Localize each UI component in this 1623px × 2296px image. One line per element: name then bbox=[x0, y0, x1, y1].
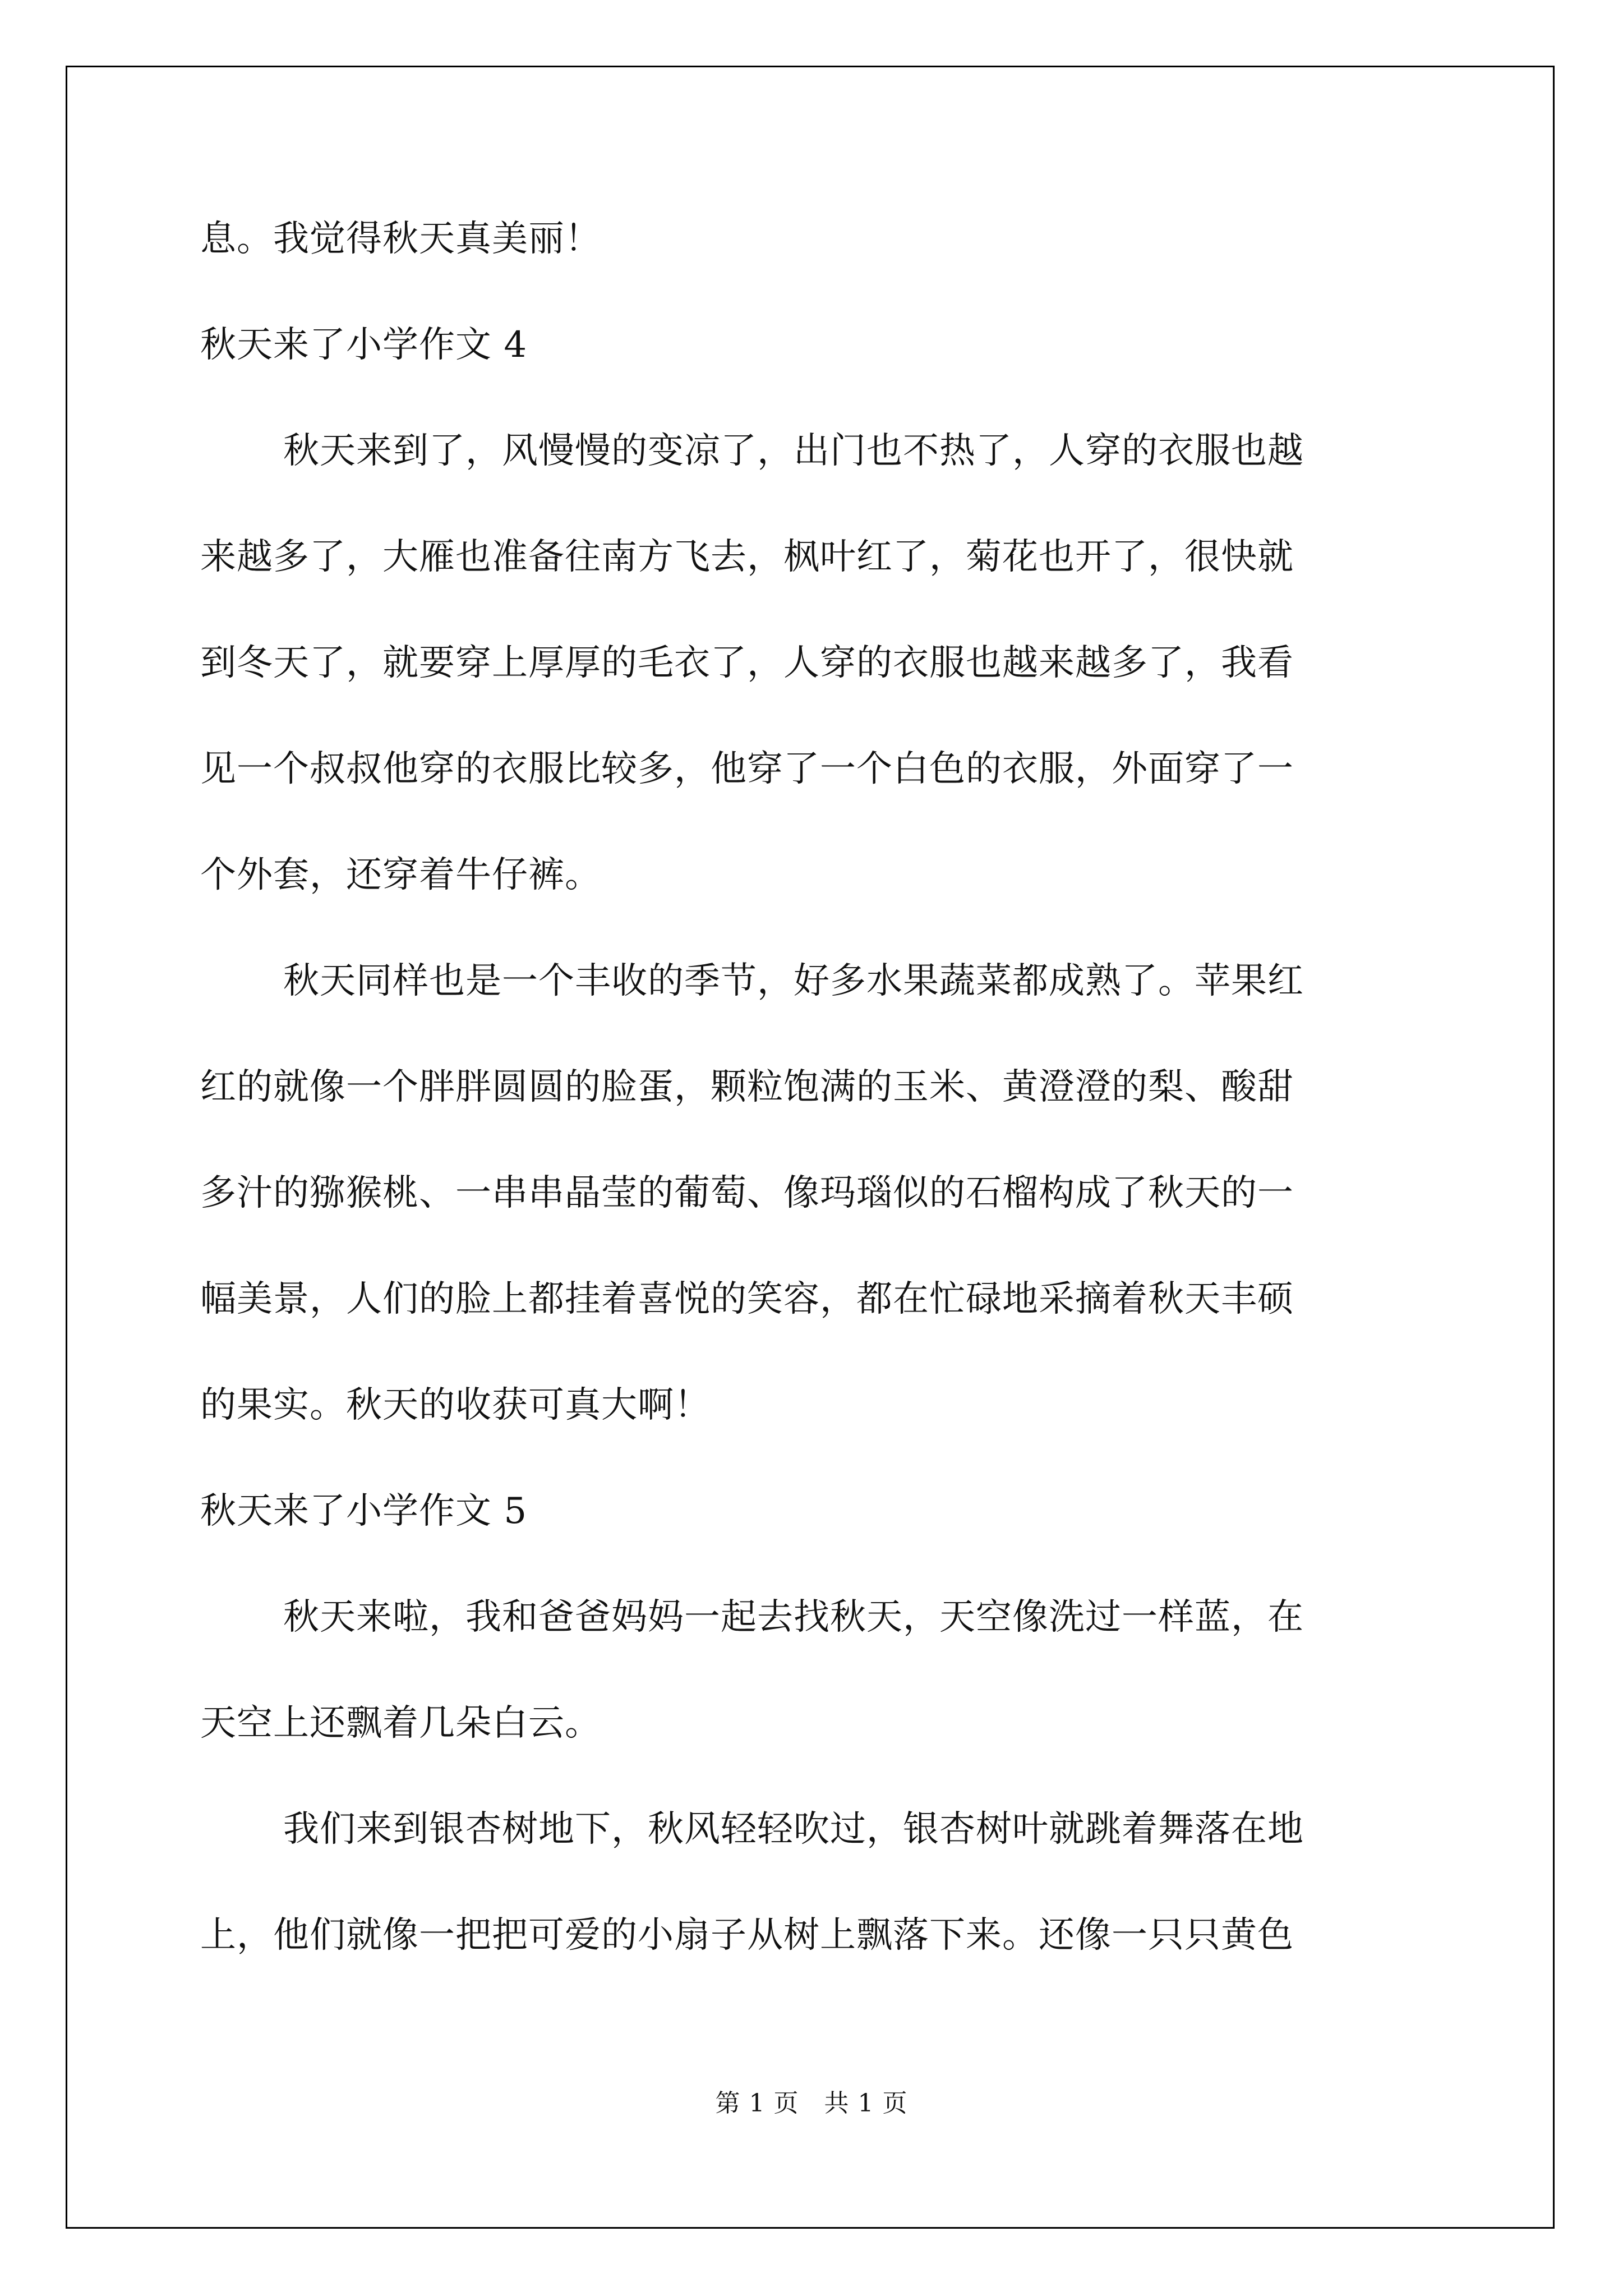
text-line: 息。我觉得秋天真美丽！ bbox=[200, 218, 601, 260]
text-line: 天空上还飘着几朵白云。 bbox=[200, 1703, 601, 1744]
section-heading: 秋天来了小学作文 4 bbox=[200, 324, 528, 366]
text-line: 幅美景，人们的脸上都挂着喜悦的笑容，都在忙碌地采摘着秋天丰硕 bbox=[200, 1278, 1294, 1320]
paragraph-first-line: 秋天来啦，我和爸爸妈妈一起去找秋天，天空像洗过一样蓝，在 bbox=[283, 1596, 1304, 1638]
document-body bbox=[200, 212, 1423, 2014]
text-line: 红的就像一个胖胖圆圆的脸蛋，颗粒饱满的玉米、黄澄澄的梨、酸甜 bbox=[200, 1066, 1294, 1108]
paragraph-first-line: 秋天来到了，风慢慢的变凉了，出门也不热了，人穿的衣服也越 bbox=[283, 430, 1304, 472]
text-line: 多汁的猕猴桃、一串串晶莹的葡萄、像玛瑙似的石榴构成了秋天的一 bbox=[200, 1172, 1294, 1214]
text-line: 上，他们就像一把把可爱的小扇子从树上飘落下来。还像一只只黄色 bbox=[200, 1915, 1294, 1956]
text-line: 来越多了，大雁也准备往南方飞去，枫叶红了，菊花也开了，很快就 bbox=[200, 536, 1294, 578]
text-line: 到冬天了，就要穿上厚厚的毛衣了，人穿的衣服也越来越多了，我看 bbox=[200, 642, 1294, 684]
text-line: 个外套，还穿着牛仔裤。 bbox=[200, 854, 601, 896]
paragraph-first-line: 我们来到银杏树地下，秋风轻轻吹过，银杏树叶就跳着舞落在地 bbox=[283, 1809, 1304, 1850]
text-line: 见一个叔叔他穿的衣服比较多，他穿了一个白色的衣服，外面穿了一 bbox=[200, 748, 1294, 790]
page-number-footer: 第 1 页 共 1 页 bbox=[715, 2089, 908, 2118]
paragraph-first-line: 秋天同样也是一个丰收的季节，好多水果蔬菜都成熟了。苹果红 bbox=[283, 960, 1304, 1002]
section-heading: 秋天来了小学作文 5 bbox=[200, 1490, 528, 1532]
text-line: 的果实。秋天的收获可真大啊！ bbox=[200, 1384, 711, 1426]
